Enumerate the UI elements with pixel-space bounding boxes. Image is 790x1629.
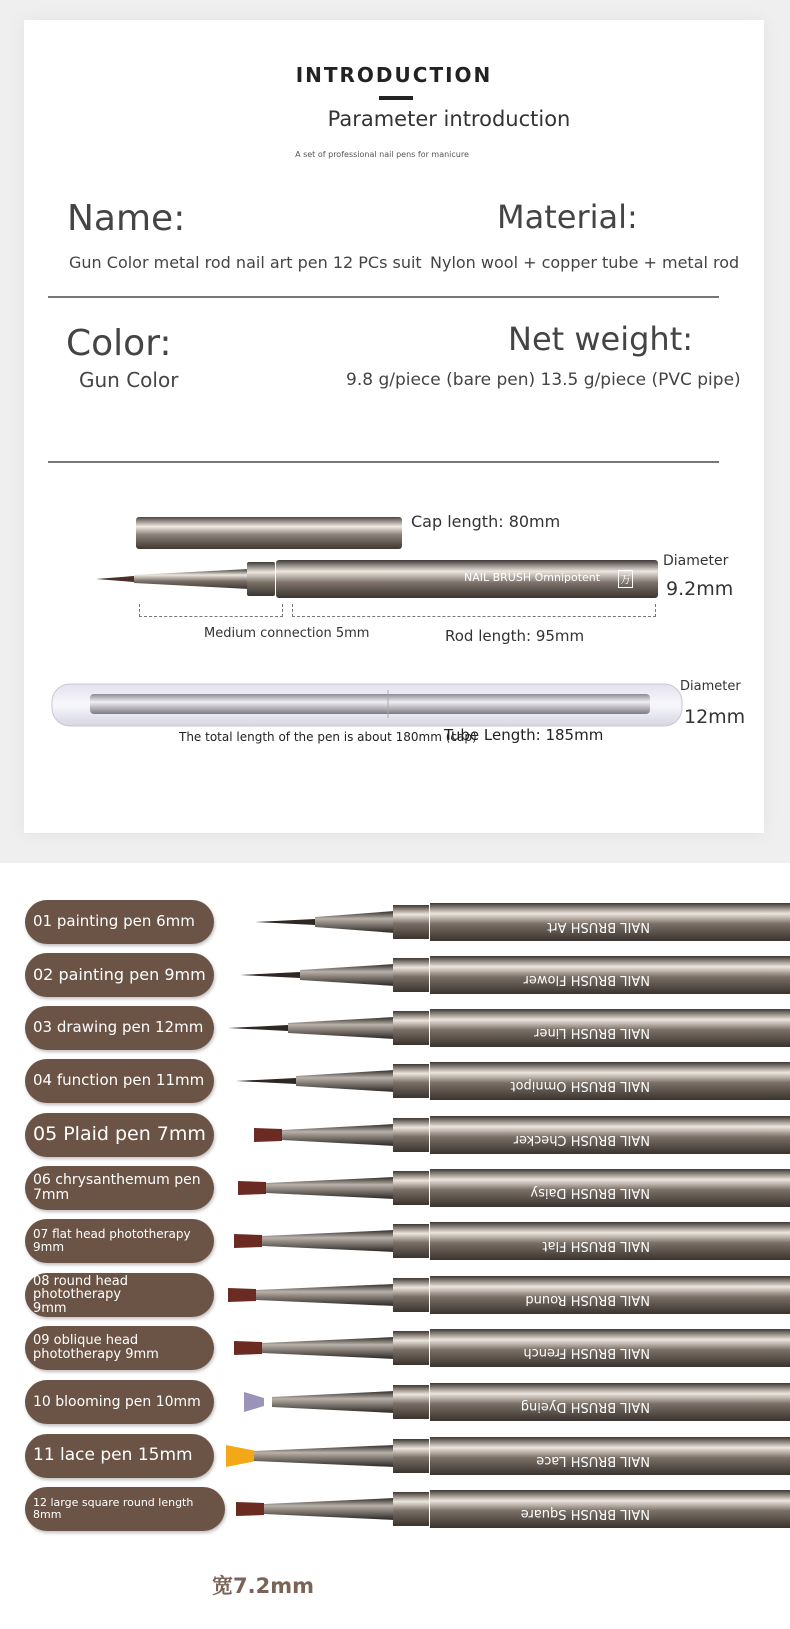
brush-tip [226,1445,256,1467]
brush-label-line1: 01 painting pen 6mm [33,912,195,931]
brush-print: NAIL BRUSH Dyeing [520,1399,650,1414]
brush-label-pill [25,1487,225,1531]
brush-collar [393,1385,429,1419]
brush-print: NAIL BRUSH Flat [542,1238,650,1253]
brush-label-pill [25,1326,214,1370]
brush-collar [393,1064,429,1098]
brush-tip [240,972,300,978]
brush-neck [262,1230,395,1252]
brush-label-pill [25,1059,214,1103]
brush-tip [228,1288,256,1302]
brush-rod [255,903,790,941]
brush-label-line1: 04 function pen 11mm [33,1071,205,1090]
material-label: Material: [497,198,638,236]
brush-print: NAIL BRUSH Round [525,1292,650,1307]
brush-label-pill [25,1113,214,1157]
brush-collar [393,1171,429,1205]
brush-neck [282,1124,395,1146]
brush-tip [234,1234,262,1248]
divider-2 [48,461,719,463]
pen-diameter-label: Diameter [663,553,729,569]
brush-neck [272,1391,395,1413]
brush-rod [254,1116,790,1154]
brush-label-line1: 10 blooming pen 10mm [33,1393,201,1410]
brush-print: NAIL BRUSH Liner [534,1025,650,1040]
tube-length-label: Tube Length: 185mm [444,726,604,744]
brush-list [0,863,790,1629]
brush-tip [254,1128,282,1142]
brush-label-line1: 11 lace pen 15mm [33,1445,193,1466]
brush-collar [393,1011,429,1045]
brush-rod [234,1222,790,1260]
brush-print: NAIL BRUSH French [523,1345,650,1360]
brush-label-pill [25,1434,214,1478]
brush-print: NAIL BRUSH Flower [523,972,650,987]
brush-neck [300,964,395,986]
color-value: Gun Color [79,368,179,392]
brush-rod [244,1383,790,1421]
brush-tip [236,1078,296,1084]
brush-label-line1: 06 chrysanthemum pen [33,1172,201,1189]
brush-label-line1: 08 round head phototherapy [33,1273,129,1303]
brush-label-line1: 09 oblique head [33,1333,139,1349]
brush-neck [264,1498,395,1520]
brush-label-pill [25,1166,214,1210]
brush-label-line2: phototherapy 9mm [33,1347,159,1362]
net-weight-label: Net weight: [508,320,694,358]
medium-connection-label: Medium connection 5mm [204,626,370,641]
rod-length-label: Rod length: 95mm [445,627,585,645]
rod-bracket [292,604,656,617]
pen-diameter-value: 9.2mm [666,578,734,600]
brush-label-pill [25,900,214,944]
brush-label-line1: 12 large square round length 8mm [33,1496,194,1521]
brush-rod [228,1276,790,1314]
brush-rod [226,1437,790,1475]
brush-label-pill [25,1273,214,1317]
pen-cap-diagram [134,515,404,553]
brush-collar [393,1492,429,1526]
brush-label-pill [25,1219,214,1263]
brush-collar [393,958,429,992]
brush-tip [255,919,315,925]
brush-rod [234,1329,790,1367]
brush-rod [236,1490,790,1528]
name-value: Gun Color metal rod nail art pen 12 PCs suit [69,253,422,272]
brush-label-pill [25,1006,214,1050]
total-length-label: The total length of the pen is about 180mm (cap) [179,730,477,744]
pen-brand-mark: 万 [618,570,633,588]
tube-diameter-label: Diameter [680,679,741,694]
brush-label-line2: 9mm [33,1240,65,1254]
brush-label-line1: 02 painting pen 9mm [33,964,206,984]
brush-print: NAIL BRUSH Checker [513,1132,650,1147]
brush-collar [393,1118,429,1152]
brush-rod [240,956,790,994]
brush-print: NAIL BRUSH Art [547,919,650,934]
brush-label-line2: 9mm [33,1300,67,1316]
width-note: 宽7.2mm [212,1574,314,1598]
brush-label-line2: 7mm [33,1187,70,1203]
brush-label-pill [25,953,214,997]
intro-tagline: A set of professional nail pens for manicure [295,150,469,159]
color-label: Color: [66,323,172,364]
brush-neck [266,1177,395,1199]
brush-label-line1: 05 Plaid pen 7mm [33,1123,206,1146]
brush-collar [393,1439,429,1473]
tube-diameter-value: 12mm [684,706,746,728]
pvc-tube-diagram [50,682,686,728]
brush-collar [393,1224,429,1258]
brush-collar [393,1278,429,1312]
intro-subtitle: Parameter introduction [327,107,571,131]
brush-tip [236,1502,264,1516]
intro-heading: INTRODUCTION [295,63,493,87]
brush-neck [296,1070,395,1092]
brush-print: NAIL BRUSH Daisy [530,1185,650,1200]
brush-tip [228,1025,288,1031]
brush-neck [254,1445,395,1467]
brush-rod [238,1169,790,1207]
brush-label-pill [25,1380,214,1424]
brush-collar [393,905,429,939]
net-weight-value: 9.8 g/piece (bare pen) 13.5 g/piece (PVC pipe) [346,370,741,390]
brush-tip [234,1341,262,1355]
heading-underline [379,96,413,100]
brush-print: NAIL BRUSH Omnipot [510,1078,650,1093]
spec-card [24,20,764,833]
brush-label-line1: 03 drawing pen 12mm [33,1018,204,1037]
brush-neck [262,1337,395,1359]
brush-tip [238,1181,266,1195]
brush-tip [244,1392,264,1412]
brush-neck [288,1017,395,1039]
brush-neck [315,911,395,933]
brush-print: NAIL BRUSH Square [520,1506,650,1521]
brush-neck [256,1284,395,1306]
brush-rod [236,1062,790,1100]
cap-length-label: Cap length: 80mm [411,512,561,531]
brush-rod [228,1009,790,1047]
divider-1 [48,296,719,298]
name-label: Name: [67,198,186,239]
connection-bracket [139,604,283,617]
brush-collar [393,1331,429,1365]
material-value: Nylon wool + copper tube + metal rod [430,253,740,272]
brush-print: NAIL BRUSH Lace [536,1453,650,1468]
pen-brand-print: NAIL BRUSH Omnipotent [464,571,601,584]
brush-label-line1: 07 flat head phototherapy [33,1227,191,1242]
